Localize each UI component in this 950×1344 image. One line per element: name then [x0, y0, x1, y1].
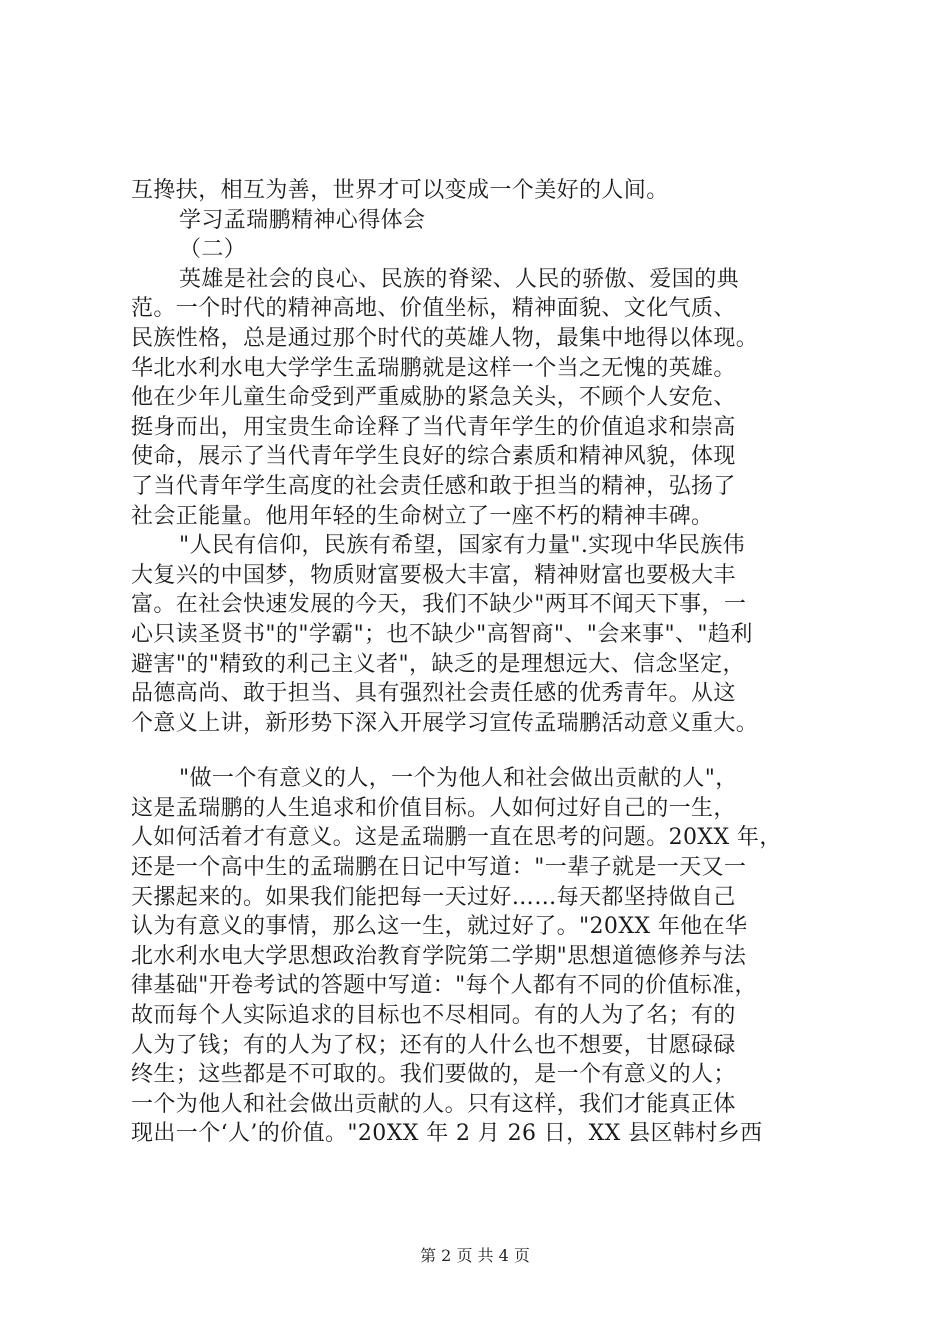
body-line: 范。一个时代的精神高地、价值坐标，精神面貌、文化气质、	[131, 296, 736, 322]
body-line: 英雄是社会的良心、民族的脊梁、人民的骄傲、爱国的典	[179, 266, 740, 292]
body-line: 大复兴的中国梦，物质财富要极大丰富，精神财富也要极大丰	[131, 562, 736, 588]
body-line: 他在少年儿童生命受到严重威胁的紧急关头，不顾个人安危、	[131, 385, 736, 411]
body-line: 了当代青年学生高度的社会责任感和敢于担当的精神，弘扬了	[131, 473, 736, 499]
body-line: 心只读圣贤书"的"学霸"；也不缺少"高智商"、"会来事"、"趋利	[131, 621, 753, 647]
body-line: 民族性格，总是通过那个时代的英雄人物，最集中地得以体现。	[131, 325, 759, 351]
body-line: 互搀扶，相互为善，世界才可以变成一个美好的人间。	[131, 178, 669, 203]
body-line: 避害"的"精致的利己主义者"，缺乏的是理想远大、信念坚定，	[131, 651, 745, 677]
paragraph-gap	[131, 738, 851, 764]
page-footer: 第 2 页 共 4 页	[420, 1246, 530, 1265]
body-line: 现出一个‘人’的价值。"20XX 年 2 月 26 日，XX 县区韩村乡西	[131, 1121, 763, 1147]
body-line: 天摞起来的。如果我们能把每一天过好……每天都坚持做自己	[131, 884, 736, 910]
body-line: "做一个有意义的人，一个为他人和社会做出贡献的人"，	[179, 766, 738, 792]
body-line: 华北水利水电大学学生孟瑞鹏就是这样一个当之无愧的英雄。	[131, 355, 736, 381]
body-line: 人为了钱；有的人为了权；还有的人什么也不想要，甘愿碌碌	[131, 1032, 736, 1058]
body-line: 人如何活着才有意义。这是孟瑞鹏一直在思考的问题。20XX 年，	[131, 825, 782, 851]
body-line: "人民有信仰，民族有希望，国家有力量".实现中华民族伟	[179, 533, 746, 559]
body-line: 一个为他人和社会做出贡献的人。只有这样，我们才能真正体	[131, 1091, 736, 1117]
body-line: 认为有意义的事情，那么这一生，就过好了。"20XX 年他在华	[131, 914, 748, 940]
body-line: 还是一个高中生的孟瑞鹏在日记中写道："一辈子就是一天又一	[131, 855, 747, 881]
body-line: 品德高尚、敢于担当、具有强烈社会责任感的优秀青年。从这	[131, 681, 736, 707]
body-line: 北水利水电大学思想政治教育学院第二学期"思想道德修养与法	[131, 943, 747, 969]
body-line: 终生；这些都是不可取的。我们要做的，是一个有意义的人；	[131, 1062, 736, 1088]
body-line: 这是孟瑞鹏的人生追求和价值目标。人如何过好自己的一生，	[131, 795, 736, 821]
body-line: 富。在社会快速发展的今天，我们不缺少"两耳不闻天下事，一	[131, 592, 747, 618]
body-line: 挺身而出，用宝贵生命诠释了当代青年学生的价值追求和崇高	[131, 414, 736, 440]
document-body	[131, 176, 851, 1149]
body-line: 故而每个人实际追求的目标也不尽相同。有的人为了名；有的	[131, 1003, 736, 1029]
body-line: 个意义上讲，新形势下深入开展学习宣传孟瑞鹏活动意义重大。	[131, 710, 759, 736]
body-line: 律基础"开卷考试的答题中写道："每个人都有不同的价值标准，	[131, 973, 757, 999]
body-line: 社会正能量。他用年轻的生命树立了一座不朽的精神丰碑。	[131, 503, 714, 529]
body-line: 使命，展示了当代青年学生良好的综合素质和精神风貌，体现	[131, 444, 736, 470]
section-title: 学习孟瑞鹏精神心得体会	[179, 207, 426, 233]
section-number: （二）	[179, 237, 247, 263]
